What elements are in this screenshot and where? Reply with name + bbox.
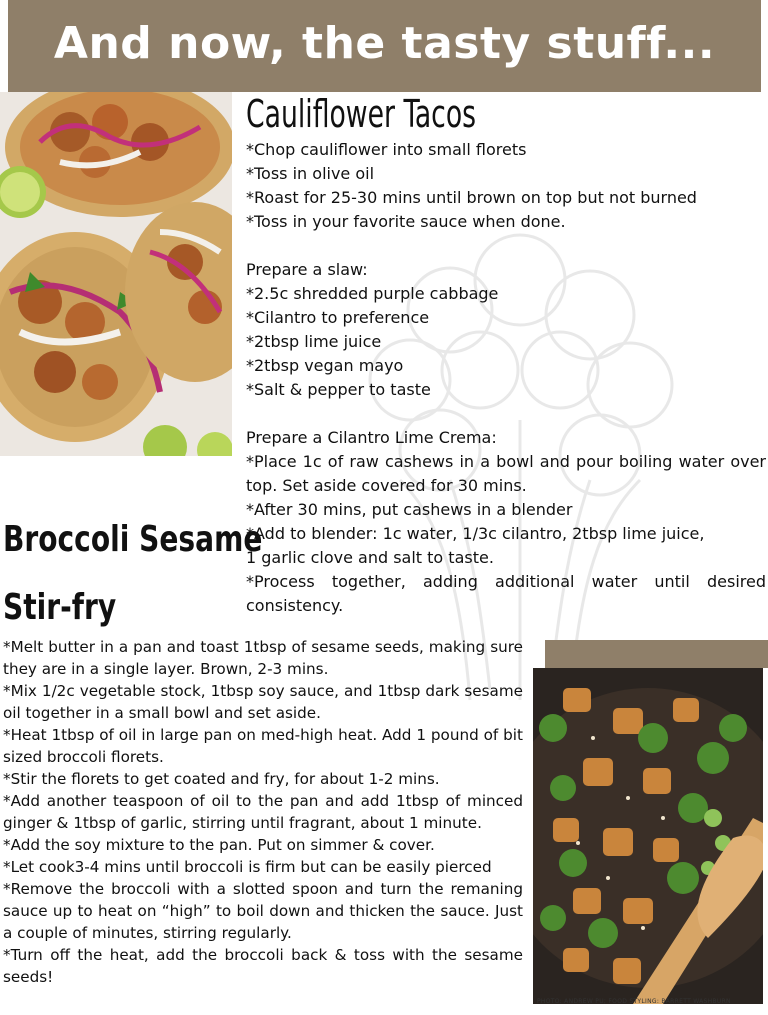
cauliflower-step: *Roast for 25-30 mins until brown on top but not burned <box>246 188 697 207</box>
page-title: And now, the tasty stuff... <box>53 17 716 69</box>
broccoli-title-line: Broccoli Sesame <box>3 519 263 560</box>
slaw-item: *Cilantro to preference <box>246 308 430 327</box>
header-banner <box>8 0 761 92</box>
broccoli-step: *Add another teaspoon of oil to the pan and add 1tbsp of minced ginger & 1tbsp of garlic, stirring until fragrant, about 1 minute. <box>3 792 523 832</box>
crema-heading: Prepare a Cilantro Lime Crema: <box>246 428 497 447</box>
crema-step: *Place 1c of raw cashews in a bowl and pour boiling water over top. Set aside covered for 30 mins. <box>246 452 766 495</box>
slaw-item: *2tbsp vegan mayo <box>246 356 404 375</box>
photo-frame <box>545 640 768 668</box>
cauliflower-instructions <box>246 138 766 618</box>
broccoli-step: *Heat 1tbsp of oil in large pan on med-high heat. Add 1 pound of bit sized broccoli florets. <box>3 726 523 766</box>
cauliflower-title: Cauliflower Tacos <box>246 92 477 136</box>
photo-credit: PHOTO: ANDREW PU; FOOD STYLING: BARRETT WASHBURN <box>537 998 731 1005</box>
cauliflower-step: *Toss in your favorite sauce when done. <box>246 212 566 231</box>
broccoli-step: *Melt butter in a pan and toast 1tbsp of sesame seeds, making sure they are in a single layer. Brown, 2-3 mins. <box>3 638 523 678</box>
crema-step: *Process together, adding additional water until desired consistency. <box>246 572 766 615</box>
slaw-item: *2tbsp lime juice <box>246 332 382 351</box>
cauliflower-step: *Chop cauliflower into small florets <box>246 140 527 159</box>
crema-step: 1 garlic clove and salt to taste. <box>246 548 494 567</box>
broccoli-step: *Let cook3-4 mins until broccoli is firm but can be easily pierced <box>3 858 492 876</box>
broccoli-step: *Add the soy mixture to the pan. Put on simmer & cover. <box>3 836 435 854</box>
slaw-item: *2.5c shredded purple cabbage <box>246 284 499 303</box>
stirfry-image <box>533 668 763 1004</box>
broccoli-step: *Remove the broccoli with a slotted spoon and turn the remaning sauce up to heat on “high” to boil down and thicken the sauce. Just a couple of minutes, stirring regularly. <box>3 880 523 942</box>
broccoli-step: *Turn off the heat, add the broccoli back & toss with the sesame seeds! <box>3 946 523 986</box>
broccoli-step: *Stir the florets to get coated and fry, for about 1-2 mins. <box>3 770 440 788</box>
cauliflower-step: *Toss in olive oil <box>246 164 375 183</box>
crema-step: *After 30 mins, put cashews in a blender <box>246 500 573 519</box>
tacos-image <box>0 92 232 456</box>
broccoli-title <box>3 512 263 636</box>
crema-step: *Add to blender: 1c water, 1/3c cilantro, 2tbsp lime juice, <box>246 524 705 543</box>
broccoli-instructions <box>3 636 523 988</box>
slaw-item: *Salt & pepper to taste <box>246 380 431 399</box>
slaw-heading: Prepare a slaw: <box>246 260 368 279</box>
broccoli-title-line: Stir-fry <box>3 587 117 628</box>
broccoli-step: *Mix 1/2c vegetable stock, 1tbsp soy sauce, and 1tbsp dark sesame oil together in a small bowl and set aside. <box>3 682 523 722</box>
